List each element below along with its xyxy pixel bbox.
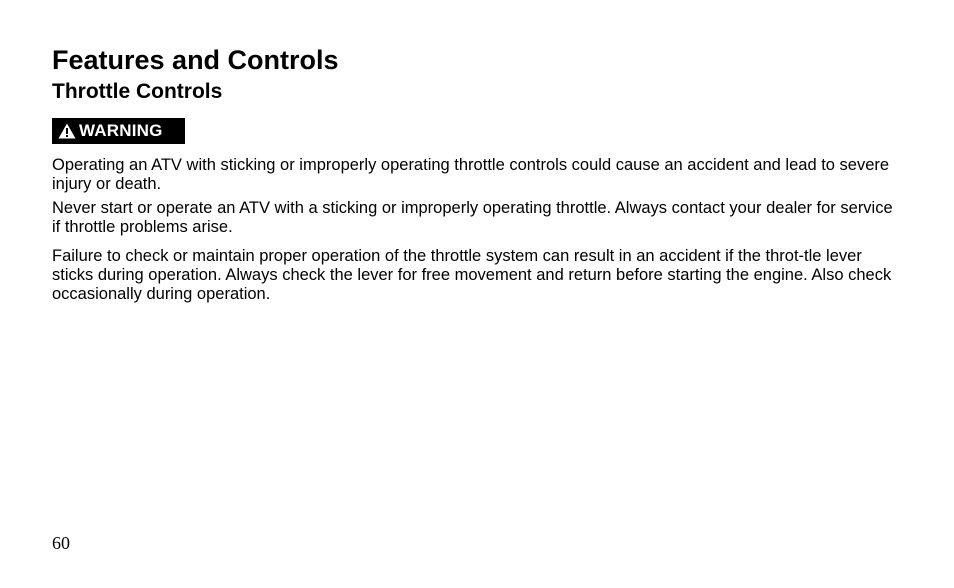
warning-triangle-icon [58,123,76,139]
section-title: Throttle Controls [52,80,223,103]
warning-label: WARNING [79,121,163,140]
warning-badge [52,118,185,144]
warning-paragraph-1: Operating an ATV with sticking or improperly operating throttle controls could cause an accident and lead to severe injury or death. [52,156,890,193]
body-paragraph: Failure to check or maintain proper operation of the throttle system can result in an accident if the throt-tle lever sticks during operation. Always check the lever for free movement and return before starting the engine. Also check occasionally during operation. [52,247,892,303]
warning-paragraph-2: Never start or operate an ATV with a sticking or improperly operating throttle. Always contact your dealer for service if throttle problems arise. [52,199,893,236]
page-number: 60 [52,533,70,553]
page-title: Features and Controls [52,45,339,75]
